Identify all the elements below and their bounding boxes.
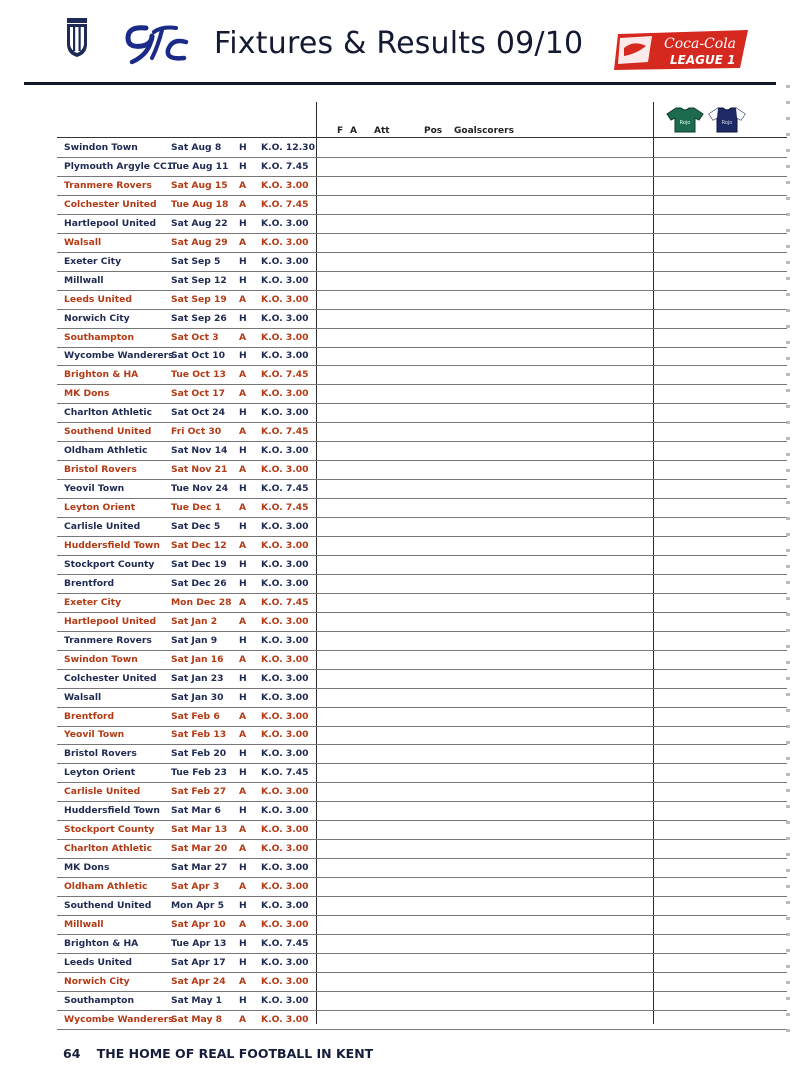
fixture-row [57, 669, 787, 689]
fixture-venue: H [239, 937, 247, 949]
fixture-date: Sat Feb 13 [171, 729, 227, 741]
fixture-opponent: Millwall [64, 274, 104, 286]
fixture-opponent: Norwich City [64, 312, 130, 324]
fixture-kickoff: K.O. 3.00 [261, 805, 309, 817]
fixture-row [57, 517, 787, 537]
fixture-kickoff: K.O. 3.00 [261, 312, 309, 324]
fixture-venue: A [239, 502, 247, 514]
fixture-kickoff: K.O. 3.00 [261, 634, 309, 646]
fixture-venue: A [239, 236, 247, 248]
fixture-venue: H [239, 577, 247, 589]
fixture-date: Sat Nov 21 [171, 464, 228, 476]
home-shirt-icon [666, 107, 704, 133]
footer-tagline: THE HOME OF REAL FOOTBALL IN KENT [96, 1046, 374, 1061]
fixture-date: Sat Sep 12 [171, 274, 227, 286]
fixture-row [57, 688, 787, 708]
fixture-opponent: Huddersfield Town [64, 805, 160, 817]
fixture-row [57, 707, 787, 727]
fixture-date: Sat Dec 12 [171, 540, 227, 551]
fixture-date: Sat Apr 17 [171, 956, 226, 968]
fixture-kickoff: K.O. 3.00 [261, 653, 309, 665]
fixture-venue: A [239, 653, 247, 665]
fixture-venue: H [239, 142, 247, 153]
fixture-venue: H [239, 748, 247, 760]
fixture-row [57, 858, 787, 878]
fixture-venue: A [239, 881, 247, 892]
fixture-date: Sat Feb 27 [171, 786, 227, 798]
fixture-venue: A [239, 843, 247, 855]
club-crest-icon [66, 18, 88, 58]
fixture-row [57, 384, 787, 404]
fixture-date: Tue Apr 13 [171, 937, 227, 949]
fixture-row [57, 953, 787, 973]
fixture-date: Sat Jan 9 [171, 634, 218, 646]
fixture-date: Tue Nov 24 [171, 483, 229, 495]
col-for: F [337, 126, 344, 136]
fixture-row [57, 725, 787, 745]
fixture-kickoff: K.O. 7.45 [261, 596, 309, 608]
fixture-row [57, 233, 787, 253]
fixture-date: Sat Sep 5 [171, 255, 221, 267]
fixture-date: Sat May 8 [171, 1013, 223, 1025]
fixture-kickoff: K.O. 7.45 [261, 502, 309, 514]
fixture-row [57, 991, 787, 1011]
fixture-venue: H [239, 274, 247, 286]
fixture-date: Sat Oct 24 [171, 407, 226, 419]
fixture-venue: A [239, 293, 247, 305]
fixture-opponent: Millwall [64, 918, 104, 930]
fixture-kickoff: K.O. 7.45 [261, 767, 309, 779]
fixture-kickoff: K.O. 7.45 [261, 369, 309, 381]
page-number: 64 [63, 1046, 81, 1061]
fixture-venue: H [239, 862, 247, 874]
fixture-row [57, 460, 787, 480]
fixture-row [57, 441, 787, 461]
fixture-row [57, 1010, 787, 1030]
col-position: Pos [424, 126, 443, 136]
fixture-venue: A [239, 540, 247, 551]
fixture-opponent: Charlton Athletic [64, 407, 153, 419]
fixture-row [57, 309, 787, 329]
fixture-date: Mon Apr 5 [171, 900, 225, 911]
fixture-venue: H [239, 805, 247, 817]
fixture-opponent: MK Dons [64, 862, 110, 874]
fixture-date: Sat Dec 26 [171, 577, 227, 589]
fixture-row [57, 555, 787, 575]
fixture-opponent: Stockport County [64, 558, 155, 570]
fixture-kickoff: K.O. 3.00 [261, 293, 309, 305]
fixture-kickoff: K.O. 3.00 [261, 558, 309, 570]
fixture-row [57, 479, 787, 499]
fixture-venue: A [239, 918, 247, 930]
fixture-kickoff: K.O. 3.00 [261, 407, 309, 419]
col-goalscorers: Goalscorers [454, 126, 514, 136]
fixture-kickoff: K.O. 7.45 [261, 937, 309, 949]
fixture-opponent: Carlisle United [64, 786, 141, 798]
fixture-opponent: Tranmere Rovers [64, 634, 152, 646]
fixture-kickoff: K.O. 3.00 [261, 786, 309, 798]
fixture-kickoff: K.O. 3.00 [261, 521, 309, 532]
fixture-venue: H [239, 994, 247, 1006]
fixture-venue: H [239, 312, 247, 324]
fixture-kickoff: K.O. 3.00 [261, 179, 309, 191]
fixture-opponent: Stockport County [64, 824, 155, 836]
fixture-row [57, 631, 787, 651]
fixture-row [57, 763, 787, 783]
fixture-row [57, 896, 787, 916]
fixture-venue: H [239, 634, 247, 646]
fixture-venue: H [239, 483, 247, 495]
fixture-opponent: Swindon Town [64, 142, 138, 153]
fixture-opponent: Brentford [64, 710, 115, 722]
fixture-date: Sat Apr 3 [171, 881, 220, 892]
fixture-row [57, 877, 787, 897]
svg-text:Rojo: Rojo [679, 120, 691, 126]
fixture-venue: A [239, 975, 247, 987]
fixture-row [57, 138, 787, 158]
fixture-opponent: Wycombe Wanderers [64, 1013, 174, 1025]
fixture-kickoff: K.O. 3.00 [261, 862, 309, 874]
fixture-opponent: Walsall [64, 236, 102, 248]
fixture-date: Sat Sep 26 [171, 312, 227, 324]
fixture-opponent: Oldham Athletic [64, 881, 148, 892]
fixture-opponent: Plymouth Argyle CC1 [64, 160, 174, 172]
fixture-row [57, 403, 787, 423]
fixture-date: Sat Apr 24 [171, 975, 226, 987]
fixture-row [57, 498, 787, 518]
fixture-kickoff: K.O. 7.45 [261, 198, 309, 210]
fixture-venue: A [239, 464, 247, 476]
svg-text:Coca-Cola: Coca-Cola [664, 36, 737, 52]
fixture-kickoff: K.O. 7.45 [261, 483, 309, 495]
fixture-date: Sat Apr 10 [171, 918, 226, 930]
fixture-kickoff: K.O. 3.00 [261, 445, 309, 457]
fixture-opponent: Brighton & HA [64, 369, 139, 381]
fixture-date: Sat Aug 15 [171, 179, 228, 191]
fixture-kickoff: K.O. 3.00 [261, 748, 309, 760]
fixture-opponent: Yeovil Town [64, 729, 125, 741]
page-header [0, 0, 800, 90]
fixture-row [57, 346, 787, 366]
fixture-row [57, 820, 787, 840]
fixture-kickoff: K.O. 3.00 [261, 615, 309, 627]
fixture-date: Sat Aug 22 [171, 217, 228, 229]
fixture-date: Tue Aug 11 [171, 160, 229, 172]
fixture-opponent: Bristol Rovers [64, 748, 137, 760]
fixture-date: Sat Jan 23 [171, 672, 224, 684]
fixture-row [57, 612, 787, 632]
fixture-venue: H [239, 558, 247, 570]
fixture-kickoff: K.O. 3.00 [261, 331, 309, 343]
fixture-opponent: Charlton Athletic [64, 843, 153, 855]
fixture-date: Sat Sep 19 [171, 293, 227, 305]
away-shirt-icon [708, 107, 746, 133]
fixture-venue: H [239, 350, 247, 362]
fixture-opponent: Brighton & HA [64, 937, 139, 949]
fixture-venue: A [239, 615, 247, 627]
fixture-opponent: Leyton Orient [64, 767, 136, 779]
gfc-monogram-logo [122, 20, 192, 66]
fixture-opponent: Norwich City [64, 975, 130, 987]
fixture-opponent: Carlisle United [64, 521, 141, 532]
svg-text:LEAGUE 1: LEAGUE 1 [670, 53, 736, 67]
fixture-kickoff: K.O. 7.45 [261, 160, 309, 172]
fixture-date: Sat Jan 30 [171, 691, 224, 703]
col-attendance: Att [374, 126, 390, 136]
fixture-venue: A [239, 198, 247, 210]
fixture-row [57, 801, 787, 821]
fixture-venue: A [239, 786, 247, 798]
fixture-date: Sat Dec 5 [171, 521, 221, 532]
fixture-venue: H [239, 445, 247, 457]
fixture-opponent: Yeovil Town [64, 483, 125, 495]
fixture-date: Sat Mar 13 [171, 824, 228, 836]
fixture-opponent: Hartlepool United [64, 615, 157, 627]
fixture-kickoff: K.O. 3.00 [261, 236, 309, 248]
fixture-row [57, 972, 787, 992]
fixture-opponent: Southend United [64, 426, 152, 438]
fixture-kickoff: K.O. 3.00 [261, 994, 309, 1006]
fixture-opponent: Brentford [64, 577, 115, 589]
fixture-venue: H [239, 672, 247, 684]
fixture-venue: H [239, 900, 247, 911]
fixture-date: Sat Mar 20 [171, 843, 228, 855]
fixture-kickoff: K.O. 3.00 [261, 217, 309, 229]
fixture-opponent: Leyton Orient [64, 502, 136, 514]
fixture-date: Sat Jan 2 [171, 615, 218, 627]
fixture-venue: A [239, 710, 247, 722]
fixture-opponent: Exeter City [64, 255, 122, 267]
fixture-opponent: Swindon Town [64, 653, 138, 665]
fixture-row [57, 176, 787, 196]
coca-cola-league-1-badge [612, 28, 752, 72]
fixture-date: Tue Feb 23 [171, 767, 227, 779]
fixture-venue: H [239, 956, 247, 968]
col-against: A [350, 126, 357, 136]
fixture-kickoff: K.O. 3.00 [261, 350, 309, 362]
fixture-row [57, 252, 787, 272]
fixture-date: Tue Dec 1 [171, 502, 222, 514]
fixture-row [57, 157, 787, 177]
svg-text:Rojo: Rojo [721, 120, 733, 126]
fixture-venue: A [239, 369, 247, 381]
fixture-kickoff: K.O. 3.00 [261, 1013, 309, 1025]
fixture-opponent: Colchester United [64, 672, 157, 684]
page-footer [63, 1046, 373, 1061]
fixture-kickoff: K.O. 3.00 [261, 710, 309, 722]
fixture-venue: H [239, 767, 247, 779]
fixture-date: Fri Oct 30 [171, 426, 222, 438]
fixture-opponent: MK Dons [64, 388, 110, 400]
fixture-kickoff: K.O. 3.00 [261, 918, 309, 930]
fixture-opponent: Bristol Rovers [64, 464, 137, 476]
fixture-row [57, 290, 787, 310]
fixture-kickoff: K.O. 3.00 [261, 691, 309, 703]
fixture-kickoff: K.O. 3.00 [261, 540, 309, 551]
fixture-opponent: Southend United [64, 900, 152, 911]
fixture-venue: A [239, 331, 247, 343]
fixture-date: Sat Jan 16 [171, 653, 224, 665]
fixture-venue: A [239, 179, 247, 191]
fixture-kickoff: K.O. 3.00 [261, 900, 309, 911]
fixture-date: Sat Nov 14 [171, 445, 228, 457]
fixture-date: Sat May 1 [171, 994, 223, 1006]
fixture-row [57, 328, 787, 348]
fixture-date: Sat Mar 6 [171, 805, 221, 817]
fixture-row [57, 650, 787, 670]
fixture-opponent: Southampton [64, 331, 134, 343]
fixture-row [57, 214, 787, 234]
fixture-kickoff: K.O. 3.00 [261, 274, 309, 286]
fixture-date: Sat Feb 20 [171, 748, 227, 760]
fixture-date: Sat Oct 3 [171, 331, 219, 343]
fixture-row [57, 934, 787, 954]
fixture-row [57, 365, 787, 385]
fixture-kickoff: K.O. 3.00 [261, 975, 309, 987]
fixture-row [57, 593, 787, 613]
fixture-venue: H [239, 217, 247, 229]
fixture-opponent: Wycombe Wanderers [64, 350, 174, 362]
fixture-date: Sat Dec 19 [171, 558, 227, 570]
fixture-kickoff: K.O. 3.00 [261, 729, 309, 741]
fixture-kickoff: K.O. 3.00 [261, 956, 309, 968]
fixture-row [57, 744, 787, 764]
fixture-row [57, 422, 787, 442]
fixture-date: Tue Oct 13 [171, 369, 226, 381]
fixture-opponent: Walsall [64, 691, 102, 703]
fixture-venue: H [239, 521, 247, 532]
fixture-row [57, 536, 787, 556]
fixture-row [57, 195, 787, 215]
fixture-kickoff: K.O. 3.00 [261, 577, 309, 589]
fixture-opponent: Exeter City [64, 596, 122, 608]
fixture-venue: A [239, 824, 247, 836]
fixture-opponent: Southampton [64, 994, 134, 1006]
fixture-opponent: Tranmere Rovers [64, 179, 152, 191]
fixture-venue: H [239, 407, 247, 419]
fixture-kickoff: K.O. 3.00 [261, 881, 309, 892]
page-title: Fixtures & Results 09/10 [214, 26, 584, 61]
fixture-kickoff: K.O. 12.30 [261, 142, 315, 153]
fixture-row [57, 915, 787, 935]
fixture-date: Mon Dec 28 [171, 596, 232, 608]
fixture-opponent: Huddersfield Town [64, 540, 160, 551]
fixture-kickoff: K.O. 7.45 [261, 426, 309, 438]
fixture-row [57, 271, 787, 291]
fixture-row [57, 574, 787, 594]
page-edge-marks [786, 85, 790, 1045]
fixture-date: Sat Aug 29 [171, 236, 228, 248]
fixture-venue: A [239, 596, 247, 608]
fixture-venue: A [239, 426, 247, 438]
fixture-kickoff: K.O. 3.00 [261, 672, 309, 684]
fixture-opponent: Oldham Athletic [64, 445, 148, 457]
fixture-date: Sat Mar 27 [171, 862, 228, 874]
fixture-date: Sat Aug 8 [171, 142, 222, 153]
fixture-venue: H [239, 255, 247, 267]
fixture-opponent: Colchester United [64, 198, 157, 210]
fixture-opponent: Leeds United [64, 293, 132, 305]
fixture-venue: A [239, 388, 247, 400]
fixture-kickoff: K.O. 3.00 [261, 464, 309, 476]
fixture-date: Sat Oct 10 [171, 350, 226, 362]
fixture-date: Sat Oct 17 [171, 388, 226, 400]
fixture-venue: A [239, 1013, 247, 1025]
fixture-opponent: Leeds United [64, 956, 132, 968]
fixture-venue: H [239, 160, 247, 172]
fixture-date: Sat Feb 6 [171, 710, 220, 722]
fixture-kickoff: K.O. 3.00 [261, 255, 309, 267]
fixture-row [57, 839, 787, 859]
fixture-kickoff: K.O. 3.00 [261, 388, 309, 400]
fixture-date: Tue Aug 18 [171, 198, 229, 210]
fixture-venue: A [239, 729, 247, 741]
fixture-venue: H [239, 691, 247, 703]
fixture-opponent: Hartlepool United [64, 217, 157, 229]
fixture-row [57, 782, 787, 802]
fixture-kickoff: K.O. 3.00 [261, 824, 309, 836]
fixture-kickoff: K.O. 3.00 [261, 843, 309, 855]
header-divider [24, 82, 776, 85]
